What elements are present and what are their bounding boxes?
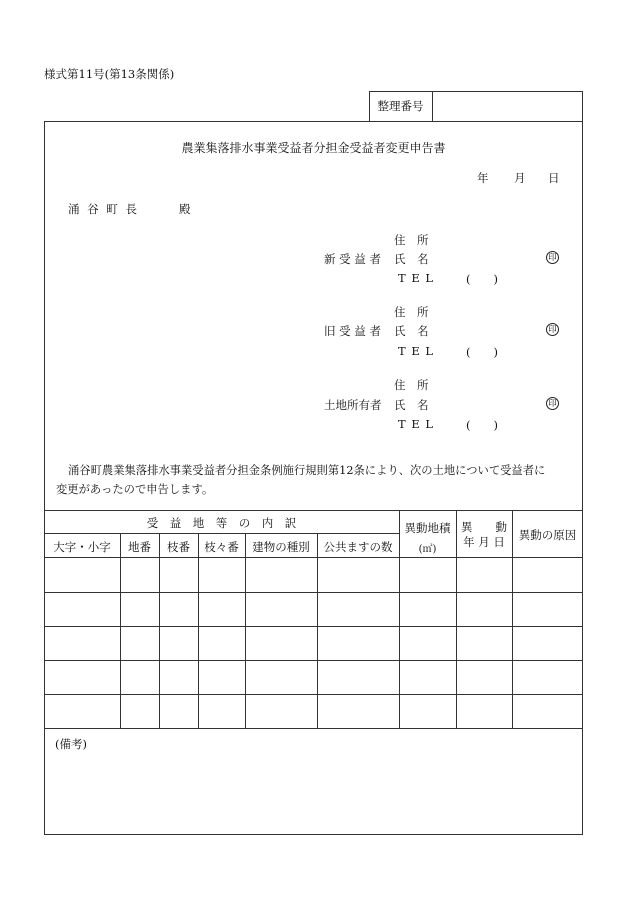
landowner-role: 土地所有者 <box>324 398 382 412</box>
new-beneficiary-address-label: 住 所 <box>394 233 429 247</box>
col-header-edaban: 枝番 <box>167 540 190 554</box>
form-number: 様式第11号(第13条関係) <box>44 67 175 81</box>
landowner-seal-icon: 印 <box>546 397 559 410</box>
old-beneficiary-role: 旧 受 益 者 <box>324 324 381 338</box>
col-header-area: 異動地積 <box>404 521 451 535</box>
new-beneficiary-tel-label: T E L <box>398 271 435 285</box>
col-header-change-date-1: 異 動 <box>461 520 507 534</box>
date-day: 日 <box>548 171 560 185</box>
col-header-public-masu: 公共ますの数 <box>323 540 393 554</box>
table-row[interactable] <box>45 627 582 659</box>
col-header-edaedaban: 枝々番 <box>204 540 239 554</box>
table-top-line <box>44 510 583 511</box>
new-beneficiary-role: 新 受 益 者 <box>324 252 381 266</box>
old-beneficiary-tel-label: T E L <box>398 344 435 358</box>
old-beneficiary-tel-paren: ( ) <box>466 345 498 359</box>
old-beneficiary-seal-icon: 印 <box>546 323 559 336</box>
col-header-change-date-2: 年 月 日 <box>463 535 505 549</box>
table-row[interactable] <box>45 593 582 625</box>
new-beneficiary-tel-paren: ( ) <box>466 272 498 286</box>
declaration-line-2: 変更があったので申告します。 <box>56 483 214 496</box>
breakdown-group-header: 受 益 地 等 の 内 訳 <box>146 516 297 530</box>
new-beneficiary-seal-icon: 印 <box>546 251 559 264</box>
col-header-aza: 大字・小字 <box>53 540 111 554</box>
old-beneficiary-address-label: 住 所 <box>394 305 429 319</box>
remarks-label: (備考) <box>55 737 87 751</box>
landowner-tel-paren: ( ) <box>466 418 498 432</box>
declaration-line-1: 涌谷町農業集落排水事業受益者分担金条例施行規則第12条により、次の土地について受益者に <box>68 464 546 477</box>
form-title: 農業集落排水事業受益者分担金受益者変更申告書 <box>181 141 446 155</box>
landowner-address-label: 住 所 <box>394 378 429 392</box>
table-row[interactable] <box>45 661 582 693</box>
col-header-chiban: 地番 <box>128 540 151 554</box>
old-beneficiary-name-label: 氏 名 <box>394 324 429 338</box>
addressee-name: 涌 谷 町 長 <box>68 202 137 216</box>
seiri-number-label: 整理番号 <box>377 99 424 113</box>
addressee-honorific: 殿 <box>179 202 191 216</box>
table-row[interactable] <box>45 558 582 591</box>
new-beneficiary-name-label: 氏 名 <box>394 252 429 266</box>
col-header-building-type: 建物の種別 <box>252 540 310 554</box>
col-header-reason: 異動の原因 <box>518 528 577 542</box>
date-month: 月 <box>514 171 526 185</box>
table-row[interactable] <box>45 695 582 727</box>
date-year: 年 <box>477 171 489 185</box>
col-header-area-unit: (㎡) <box>418 544 437 555</box>
landowner-tel-label: T E L <box>398 417 435 431</box>
landowner-name-label: 氏 名 <box>394 398 429 412</box>
remarks-field[interactable] <box>45 752 582 834</box>
seiri-number-field[interactable] <box>434 93 581 120</box>
